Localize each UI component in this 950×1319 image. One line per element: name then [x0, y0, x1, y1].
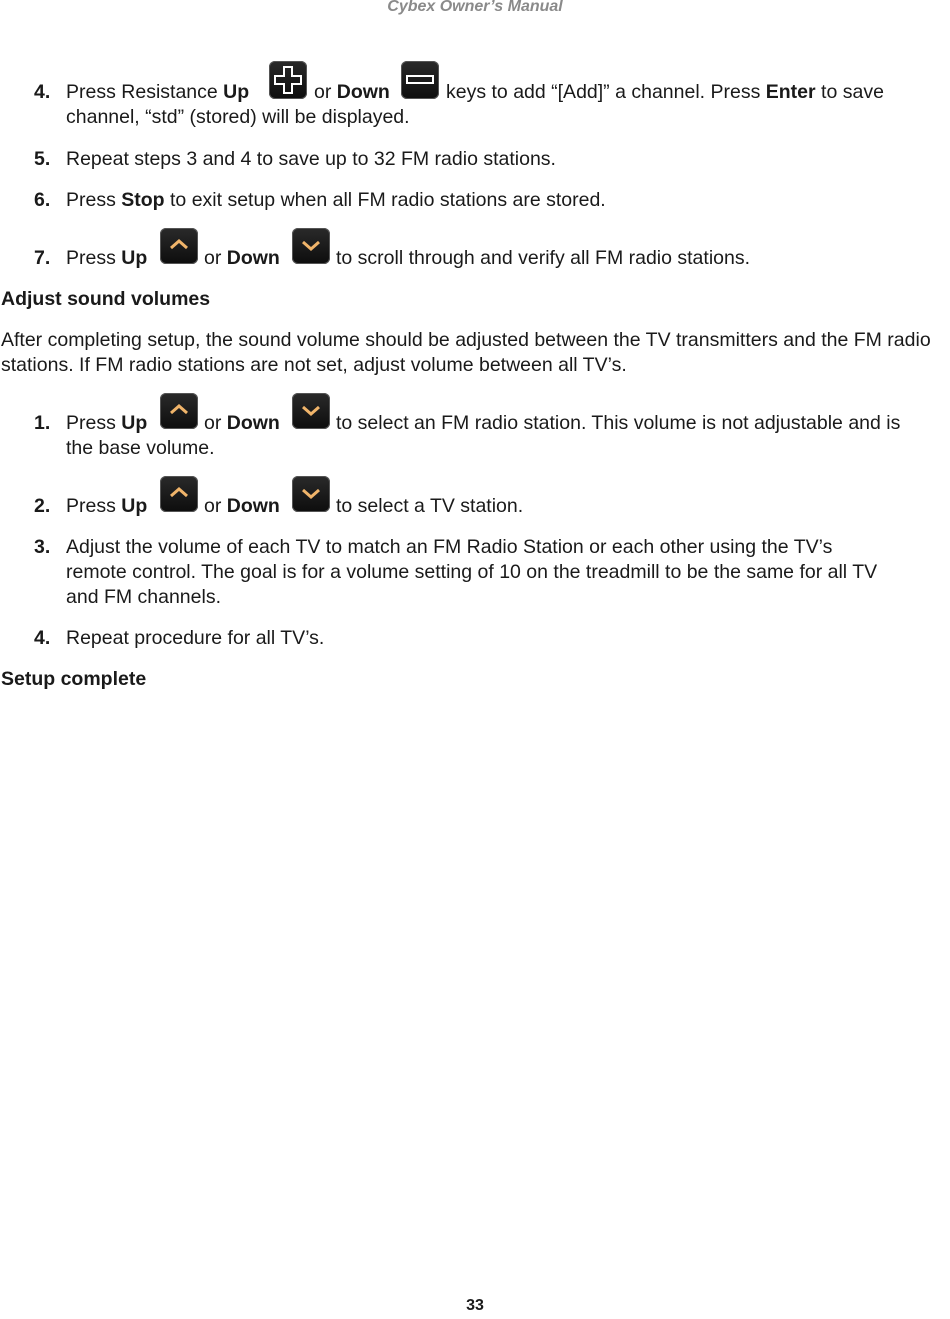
page-number: 33: [466, 1297, 484, 1314]
section-heading-setup-complete: Setup complete: [1, 668, 147, 690]
up-arrow-key-icon: [160, 228, 198, 264]
down-arrow-key-icon: [292, 393, 330, 429]
down-arrow-key-icon: [292, 476, 330, 512]
plus-key-icon: [269, 61, 307, 99]
section-heading-adjust-sound: Adjust sound volumes: [1, 288, 211, 310]
step-number: 4.: [34, 81, 51, 103]
section-intro: After completing setup, the sound volume should be adjusted between the TV transmitters and the FM radio stations. If FM radio stations are not set, adjust volume between all TV’s.: [1, 329, 931, 376]
page-header: Cybex Owner’s Manual: [387, 0, 563, 15]
minus-key-icon: [401, 61, 439, 99]
up-arrow-key-icon: [160, 476, 198, 512]
up-arrow-key-icon: [160, 393, 198, 429]
down-arrow-key-icon: [292, 228, 330, 264]
